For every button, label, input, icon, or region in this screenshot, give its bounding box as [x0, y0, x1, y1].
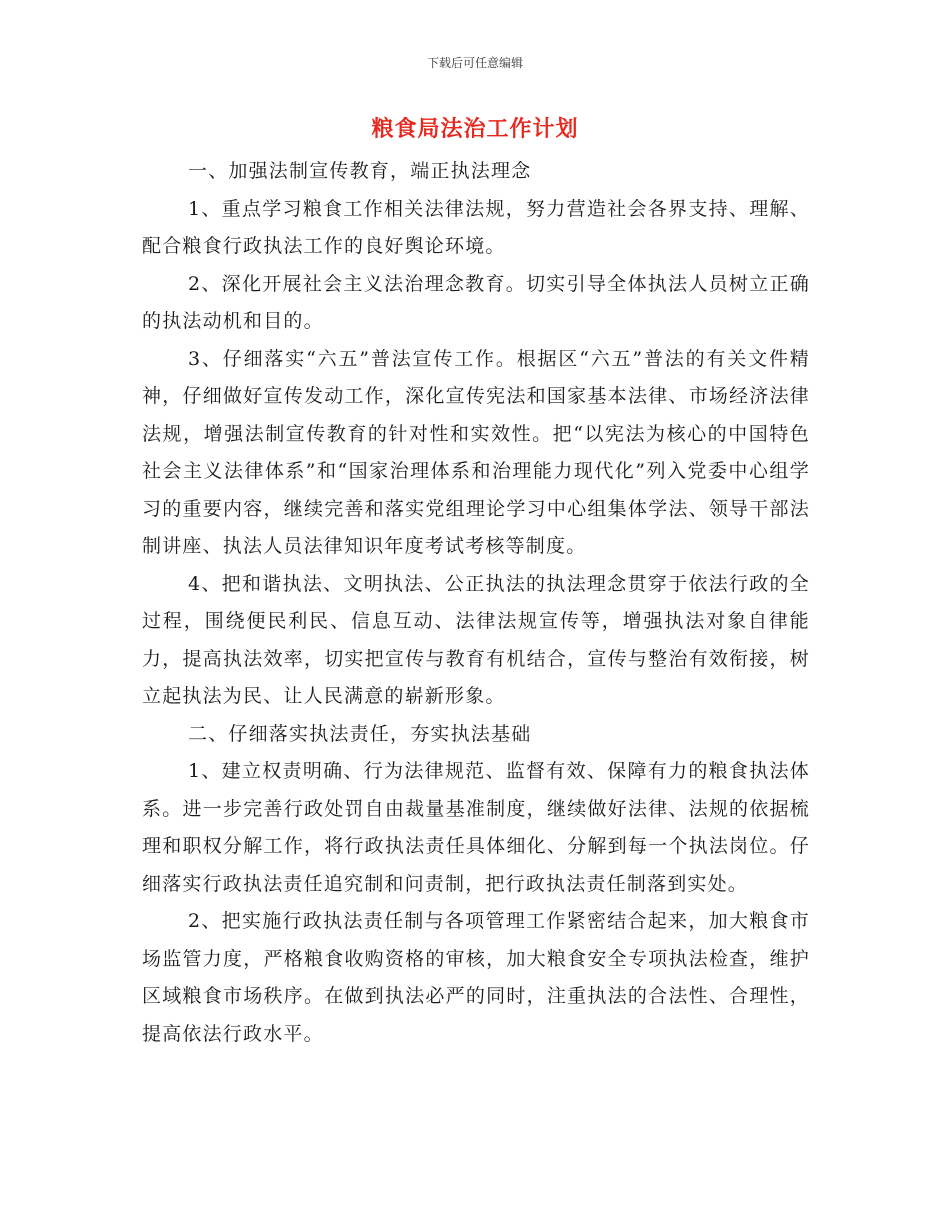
document-title: 粮食局法治工作计划: [371, 117, 579, 142]
paragraph-1-2: 2、深化开展社会主义法治理念教育。切实引导全体执法人员树立正确的执法动机和目的。: [142, 272, 810, 332]
paragraph-1-1: 1、重点学习粮食工作相关法律法规，努力营造社会各界支持、理解、配合粮食行政执法工作的良好舆论环境。: [142, 197, 810, 257]
paragraph-1-3: 3、仔细落实“六五”普法宣传工作。根据区“六五”普法的有关文件精神，仔细做好宣传发动工作，深化宣传宪法和国家基本法律、市场经济法律法规，增强法制宣传教育的针对性和实效性。把“以宪法为核心的中国特色社会主义法律体系”和“国家治理体系和治理能力现代化”列入党委中心组学习的重要内容，继续完善和落实党组理论学习中心组集体学法、领导干部法制讲座、执法人员法律知识年度考试考核等制度。: [142, 347, 810, 557]
section-heading-1: 一、加强法制宣传教育，端正执法理念: [188, 160, 532, 182]
document-body: [142, 153, 810, 1053]
section-heading-2: 二、仔细落实执法责任，夯实执法基础: [188, 722, 532, 745]
paragraph-2-2: 2、把实施行政执法责任制与各项管理工作紧密结合起来，加大粮食市场监管力度，严格粮食收购资格的审核，加大粮食安全专项执法检查，维护区域粮食市场秩序。在做到执法必严的同时，注重执法的合法性、合理性，提高依法行政水平。: [142, 910, 810, 1045]
paragraph-2-1: 1、建立权责明确、行为法律规范、监督有效、保障有力的粮食执法体系。进一步完善行政处罚自由裁量基准制度，继续做好法律、法规的依据梳理和职权分解工作，将行政执法责任具体细化、分解到每一个执法岗位。仔细落实行政执法责任追究制和问责制，把行政执法责任制落到实处。: [142, 760, 810, 895]
paragraph-1-4: 4、把和谐执法、文明执法、公正执法的执法理念贯穿于依法行政的全过程，围绕便民利民、信息互动、法律法规宣传等，增强执法对象自律能力，提高执法效率，切实把宣传与教育有机结合，宣传与整治有效衔接，树立起执法为民、让人民满意的崭新形象。: [142, 572, 810, 707]
page-header-note: 下载后可任意编辑: [426, 56, 523, 70]
